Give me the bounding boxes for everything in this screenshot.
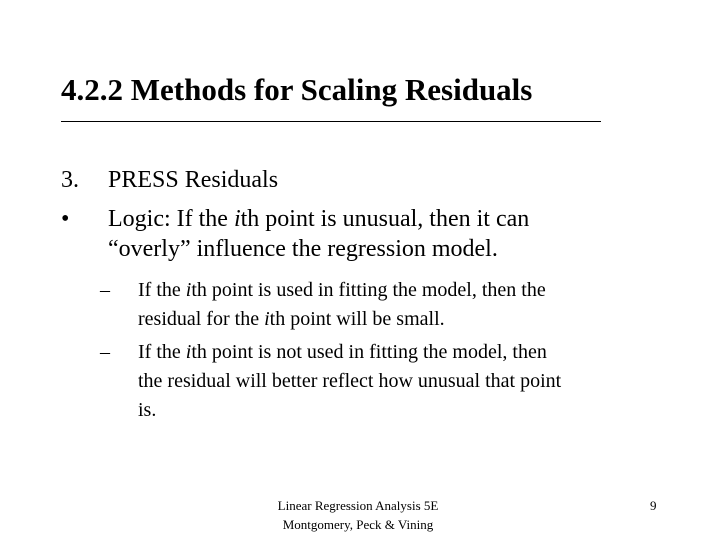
subpoint-1-line-2 — [138, 309, 445, 329]
subpoint-1-line-2-pre: residual for the — [138, 308, 265, 330]
subpoint-2-line-1-pre: If the — [138, 341, 186, 363]
footer-line-1: Linear Regression Analysis 5E — [277, 498, 439, 513]
bullet-icon: • — [61, 206, 70, 232]
subpoint-1-line-2-italic: i — [264, 308, 270, 330]
subpoint-2-line-1-post: th point is not used in fitting the model, then — [191, 341, 547, 363]
bullet-line-1 — [108, 207, 529, 231]
subpoint-2-line-1-italic: i — [185, 341, 192, 363]
subpoint-1-line-1 — [138, 280, 546, 300]
item-heading: PRESS Residuals — [108, 167, 279, 193]
subpoint-1-line-2-post: th point will be small. — [269, 308, 445, 330]
bullet-line-1-post: th point is unusual, then it can — [240, 206, 530, 232]
footer-citation — [258, 496, 458, 534]
subpoint-1-line-1-pre: If the — [138, 279, 186, 301]
item-number: 3. — [61, 167, 79, 193]
slide-title: 4.2.2 Methods for Scaling Residuals — [61, 72, 533, 107]
bullet-line-1-pre: Logic: If the — [108, 206, 234, 232]
footer-line-2: Montgomery, Peck & Vining — [282, 517, 434, 532]
subpoint-1-line-1-italic: i — [185, 279, 192, 301]
page-number: 9 — [650, 498, 657, 513]
bullet-line-1-italic: i — [233, 206, 241, 232]
subpoint-2-line-3: is. — [138, 399, 157, 421]
subpoint-1-line-1-post: th point is used in fitting the model, then the — [191, 279, 546, 301]
title-underline — [61, 121, 601, 122]
subpoint-2-line-1 — [138, 342, 547, 362]
dash-icon: – — [100, 341, 110, 363]
bullet-line-2: “overly” influence the regression model. — [108, 236, 498, 262]
dash-icon: – — [100, 279, 110, 301]
subpoint-2-line-2: the residual will better reflect how unusual that point — [138, 370, 562, 392]
